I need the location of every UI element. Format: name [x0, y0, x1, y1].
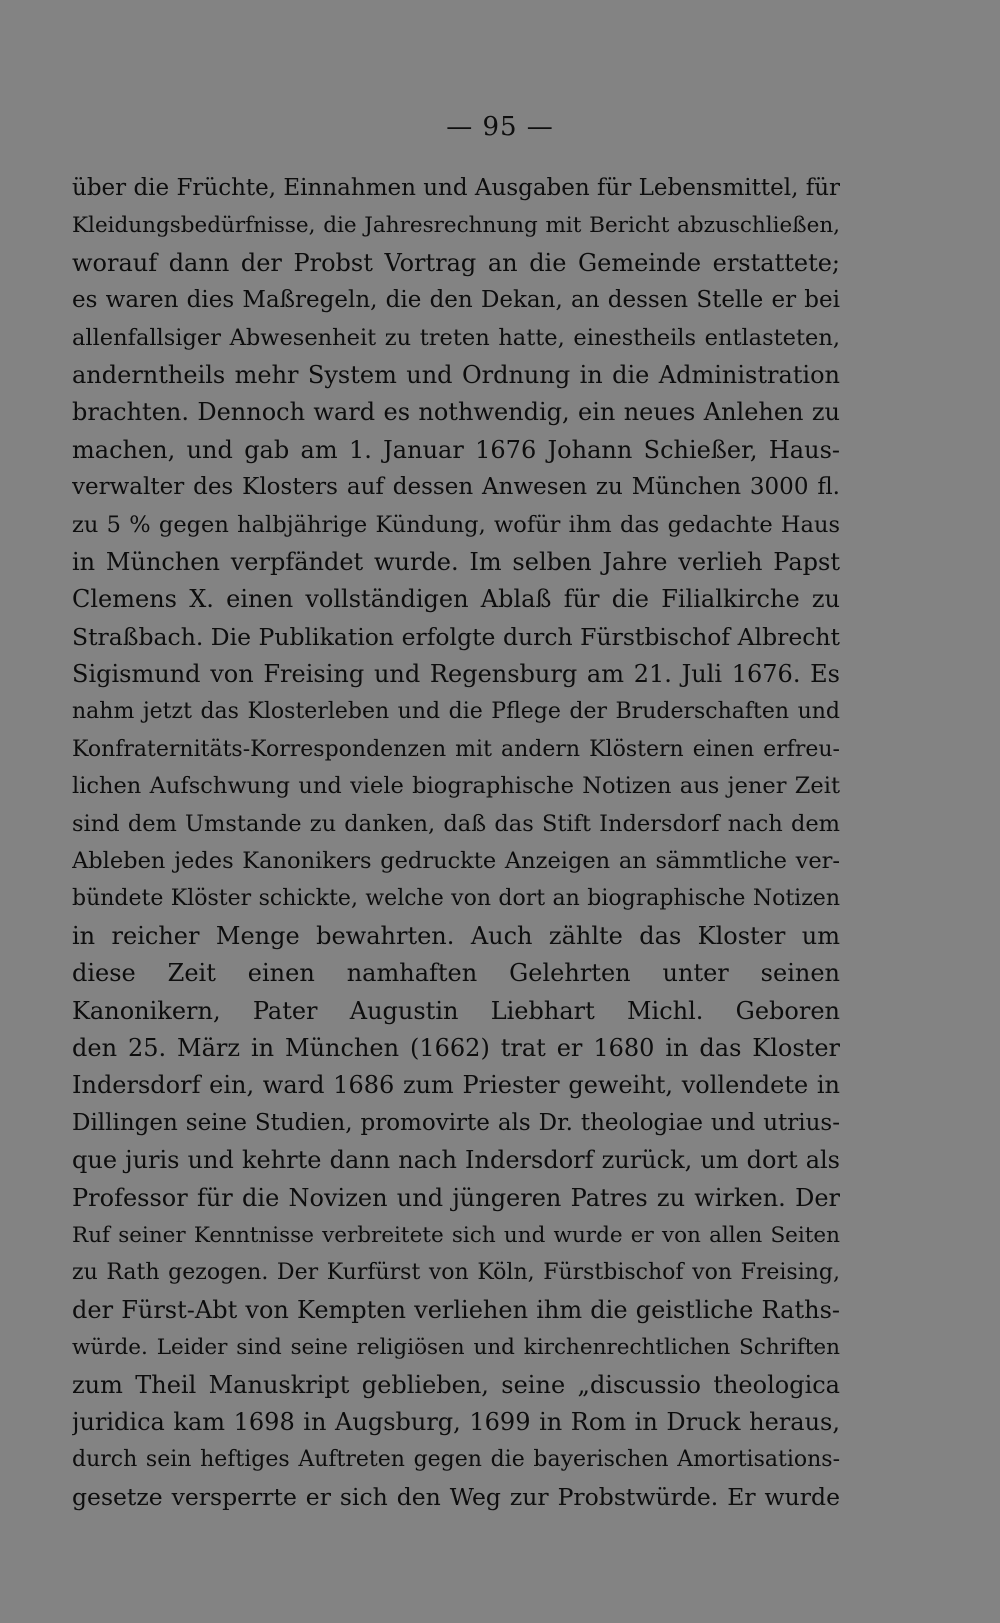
text-line: Professor für die Novizen und jüngeren Patres zu wirken. Der — [72, 1183, 840, 1212]
text-line: Kanonikern, Pater Augustin Liebhart Michl. Geboren — [72, 996, 840, 1025]
text-line: Clemens X. einen vollständigen Ablaß für die Filialkirche zu — [72, 585, 840, 614]
text-line: diese Zeit einen namhaften Gelehrten unter seinen — [72, 959, 840, 988]
text-line: den 25. März in München (1662) trat er 1680 in das Kloster — [72, 1033, 840, 1062]
text-line: der Fürst-Abt von Kempten verliehen ihm die geistliche Raths- — [72, 1295, 840, 1324]
text-line: lichen Aufschwung und viele biographische Notizen aus jener Zeit — [72, 773, 840, 800]
text-line: Indersdorf ein, ward 1686 zum Priester geweiht, vollendete in — [72, 1071, 840, 1100]
text-line: worauf dann der Probst Vortrag an die Gemeinde erstattete; — [72, 248, 840, 277]
text-line: anderntheils mehr System und Ordnung in die Administration — [72, 360, 840, 389]
text-line: sind dem Umstande zu danken, daß das Stift Indersdorf nach dem — [72, 810, 840, 837]
text-line: zu Rath gezogen. Der Kurfürst von Köln, Fürstbischof von Freising, — [72, 1260, 840, 1286]
text-line: verwalter des Klosters auf dessen Anwesen zu München 3000 fl. — [72, 474, 840, 501]
text-line: que juris und kehrte dann nach Indersdorf zurück, um dort als — [72, 1146, 840, 1175]
body-text — [72, 170, 840, 1516]
text-line: bündete Klöster schickte, welche von dort an biographische Notizen — [72, 886, 840, 912]
text-line: durch sein heftiges Auftreten gegen die bayerischen Amortisations- — [72, 1447, 840, 1473]
text-line: machen, und gab am 1. Januar 1676 Johann Schießer, Haus- — [72, 435, 840, 464]
text-line: Ableben jedes Kanonikers gedruckte Anzeigen an sämmtliche ver- — [72, 848, 840, 875]
text-line: würde. Leider sind seine religiösen und kirchenrechtlichen Schriften — [72, 1335, 840, 1361]
text-line: allenfallsiger Abwesenheit zu treten hatte, einestheils entlasteten, — [72, 324, 840, 351]
text-line: Straßbach. Die Publikation erfolgte durch Fürstbischof Albrecht — [72, 622, 840, 651]
text-line: gesetze versperrte er sich den Weg zur Probstwürde. Er wurde — [72, 1482, 840, 1511]
text-line: Sigismund von Freising und Regensburg am 21. Juli 1676. Es — [72, 660, 840, 689]
text-line: brachten. Dennoch ward es nothwendig, ein neues Anlehen zu — [72, 398, 840, 427]
text-line: in reicher Menge bewahrten. Auch zählte das Kloster um — [72, 921, 840, 950]
text-line: juridica kam 1698 in Augsburg, 1699 in Rom in Druck heraus, — [72, 1407, 840, 1436]
text-line: Dillingen seine Studien, promovirte als Dr. theologiae und utrius- — [72, 1109, 840, 1136]
text-line: in München verpfändet wurde. Im selben Jahre verlieh Papst — [72, 547, 840, 576]
text-line: über die Früchte, Einnahmen und Ausgaben für Lebensmittel, für — [72, 175, 840, 201]
text-line: zu 5 % gegen halbjährige Kündung, wofür ihm das gedachte Haus — [72, 511, 840, 538]
text-line: Ruf seiner Kenntnisse verbreitete sich und wurde er von allen Seiten — [72, 1222, 840, 1248]
text-line: nahm jetzt das Klosterleben und die Pflege der Bruderschaften und — [72, 699, 840, 725]
text-line: es waren dies Maßregeln, die den Dekan, an dessen Stelle er bei — [72, 287, 840, 314]
text-line: Kleidungsbedürfnisse, die Jahresrechnung mit Bericht abzuschließen, — [72, 213, 840, 239]
text-line: Konfraternitäts-Korrespondenzen mit andern Klöstern einen erfreu- — [72, 736, 840, 762]
page-number: — 95 — — [446, 112, 554, 142]
text-line: zum Theil Manuskript geblieben, seine „discussio theologica — [72, 1370, 840, 1399]
